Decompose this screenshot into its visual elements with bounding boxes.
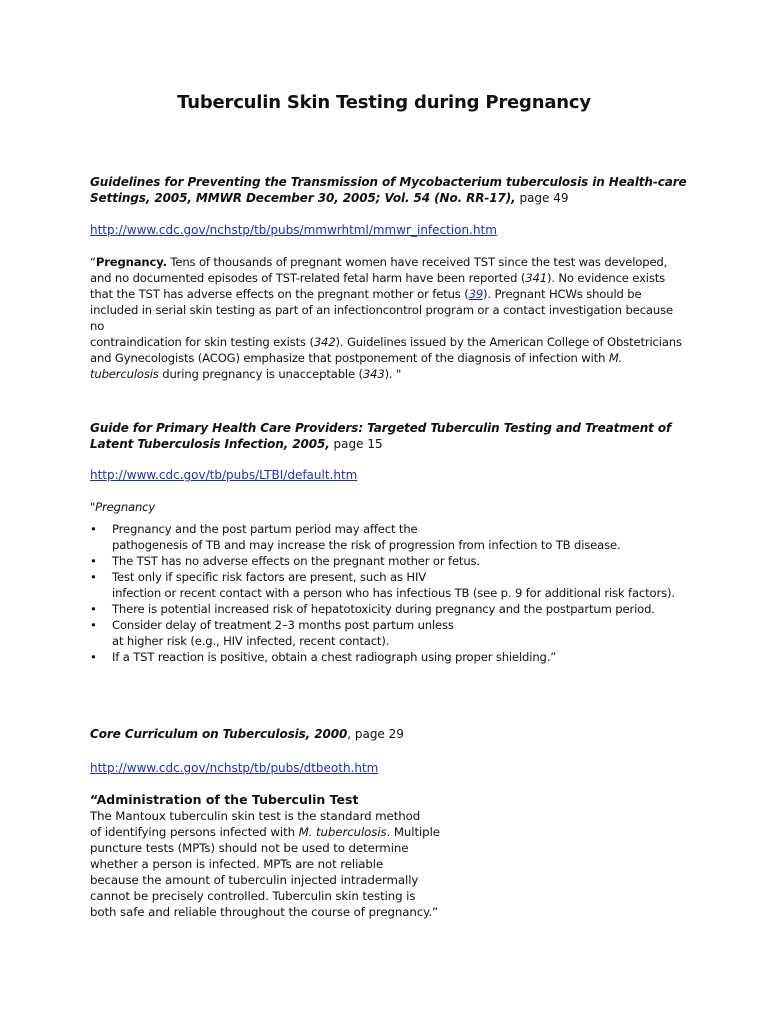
- reference-1-line-1: Guidelines for Preventing the Transmission of Mycobacterium tuberculosis in Health-care: [90, 175, 687, 189]
- list-item: • Consider delay of treatment 2–3 months post partum unless at higher risk (e.g., HIV infected, recent contact).: [90, 618, 454, 648]
- list-item: • The TST has no adverse effects on the pregnant mother or fetus.: [90, 554, 480, 568]
- list-item: • There is potential increased risk of hepatotoxicity during pregnancy and the postpartum period.: [90, 602, 655, 616]
- reference-1-page: page 49: [515, 191, 569, 205]
- bullet-icon: •: [90, 602, 97, 616]
- list-item: • Pregnancy and the post partum period may affect the pathogenesis of TB and may increase the risk of progression from infection to TB disease.: [90, 522, 621, 552]
- reference-2-line-2: Latent Tuberculosis Infection, 2005, page 15: [90, 437, 383, 451]
- quote-3-body: The Mantoux tuberculin skin test is the standard method of identifying persons infected with M. tuberculosis. Multiple puncture tests (MPTs) should not be used to determine whether a person is infected. MPTs are not reliable because the amount of tuberculin injected intradermally cannot be precisely controlled. Tuberculin skin testing is both safe and reliable throughout the course of pregnancy.”: [90, 809, 440, 919]
- quote-2-list: [90, 521, 710, 665]
- bullet-icon: •: [90, 570, 97, 584]
- list-item: • If a TST reaction is positive, obtain a chest radiograph using proper shielding.”: [90, 650, 557, 664]
- reference-3: [90, 726, 690, 742]
- quote-3: [90, 792, 690, 920]
- quote-1: “Pregnancy. Tens of thousands of pregnant women have received TST since the test was developed, and no documented episodes of TST-related fetal harm have been reported (341). No evidence exists that the TST has adverse effects on the pregnant mother or fetus (39). Pregnant HCWs should be included in serial skin testing as part of an infectioncontrol program or a contact investigation because no contraindication for skin testing exists (342). Guidelines issued by the American College of Obstetricians and Gynecologists (ACOG) emphasize that postponement of the diagnosis of infection with M. tuberculosis during pregnancy is unacceptable (343). ": [90, 255, 682, 381]
- reference-3-page: , page 29: [347, 727, 404, 741]
- bullet-icon: •: [90, 650, 97, 664]
- reference-2-link[interactable]: http://www.cdc.gov/tb/pubs/LTBI/default.htm: [90, 468, 358, 482]
- reference-2: [90, 420, 690, 452]
- reference-1: [90, 174, 690, 206]
- reference-1-link[interactable]: http://www.cdc.gov/nchstp/tb/pubs/mmwrhtml/mmwr_infection.htm: [90, 223, 497, 237]
- reference-2-page: page 15: [329, 437, 383, 451]
- reference-3-title: Core Curriculum on Tuberculosis, 2000: [90, 727, 348, 741]
- bullet-icon: •: [90, 554, 97, 568]
- quote-2-heading: "Pregnancy: [90, 500, 156, 514]
- list-item: • Test only if specific risk factors are present, such as HIV infection or recent contact with a person who has infectious TB (see p. 9 for additional risk factors).: [90, 570, 675, 600]
- reference-1-line-2: Settings, 2005, MMWR December 30, 2005; Vol. 54 (No. RR-17), page 49: [90, 191, 569, 205]
- document-title: Tuberculin Skin Testing during Pregnancy: [177, 92, 591, 113]
- bullet-icon: •: [90, 522, 97, 536]
- bullet-icon: •: [90, 618, 97, 632]
- citation-link-39[interactable]: 39: [468, 287, 484, 301]
- quote-3-heading: “Administration of the Tuberculin Test: [90, 792, 359, 807]
- reference-2-line-1: Guide for Primary Health Care Providers: Targeted Tuberculin Testing and Treatment of: [90, 421, 672, 435]
- reference-3-link[interactable]: http://www.cdc.gov/nchstp/tb/pubs/dtbeoth.htm: [90, 761, 379, 775]
